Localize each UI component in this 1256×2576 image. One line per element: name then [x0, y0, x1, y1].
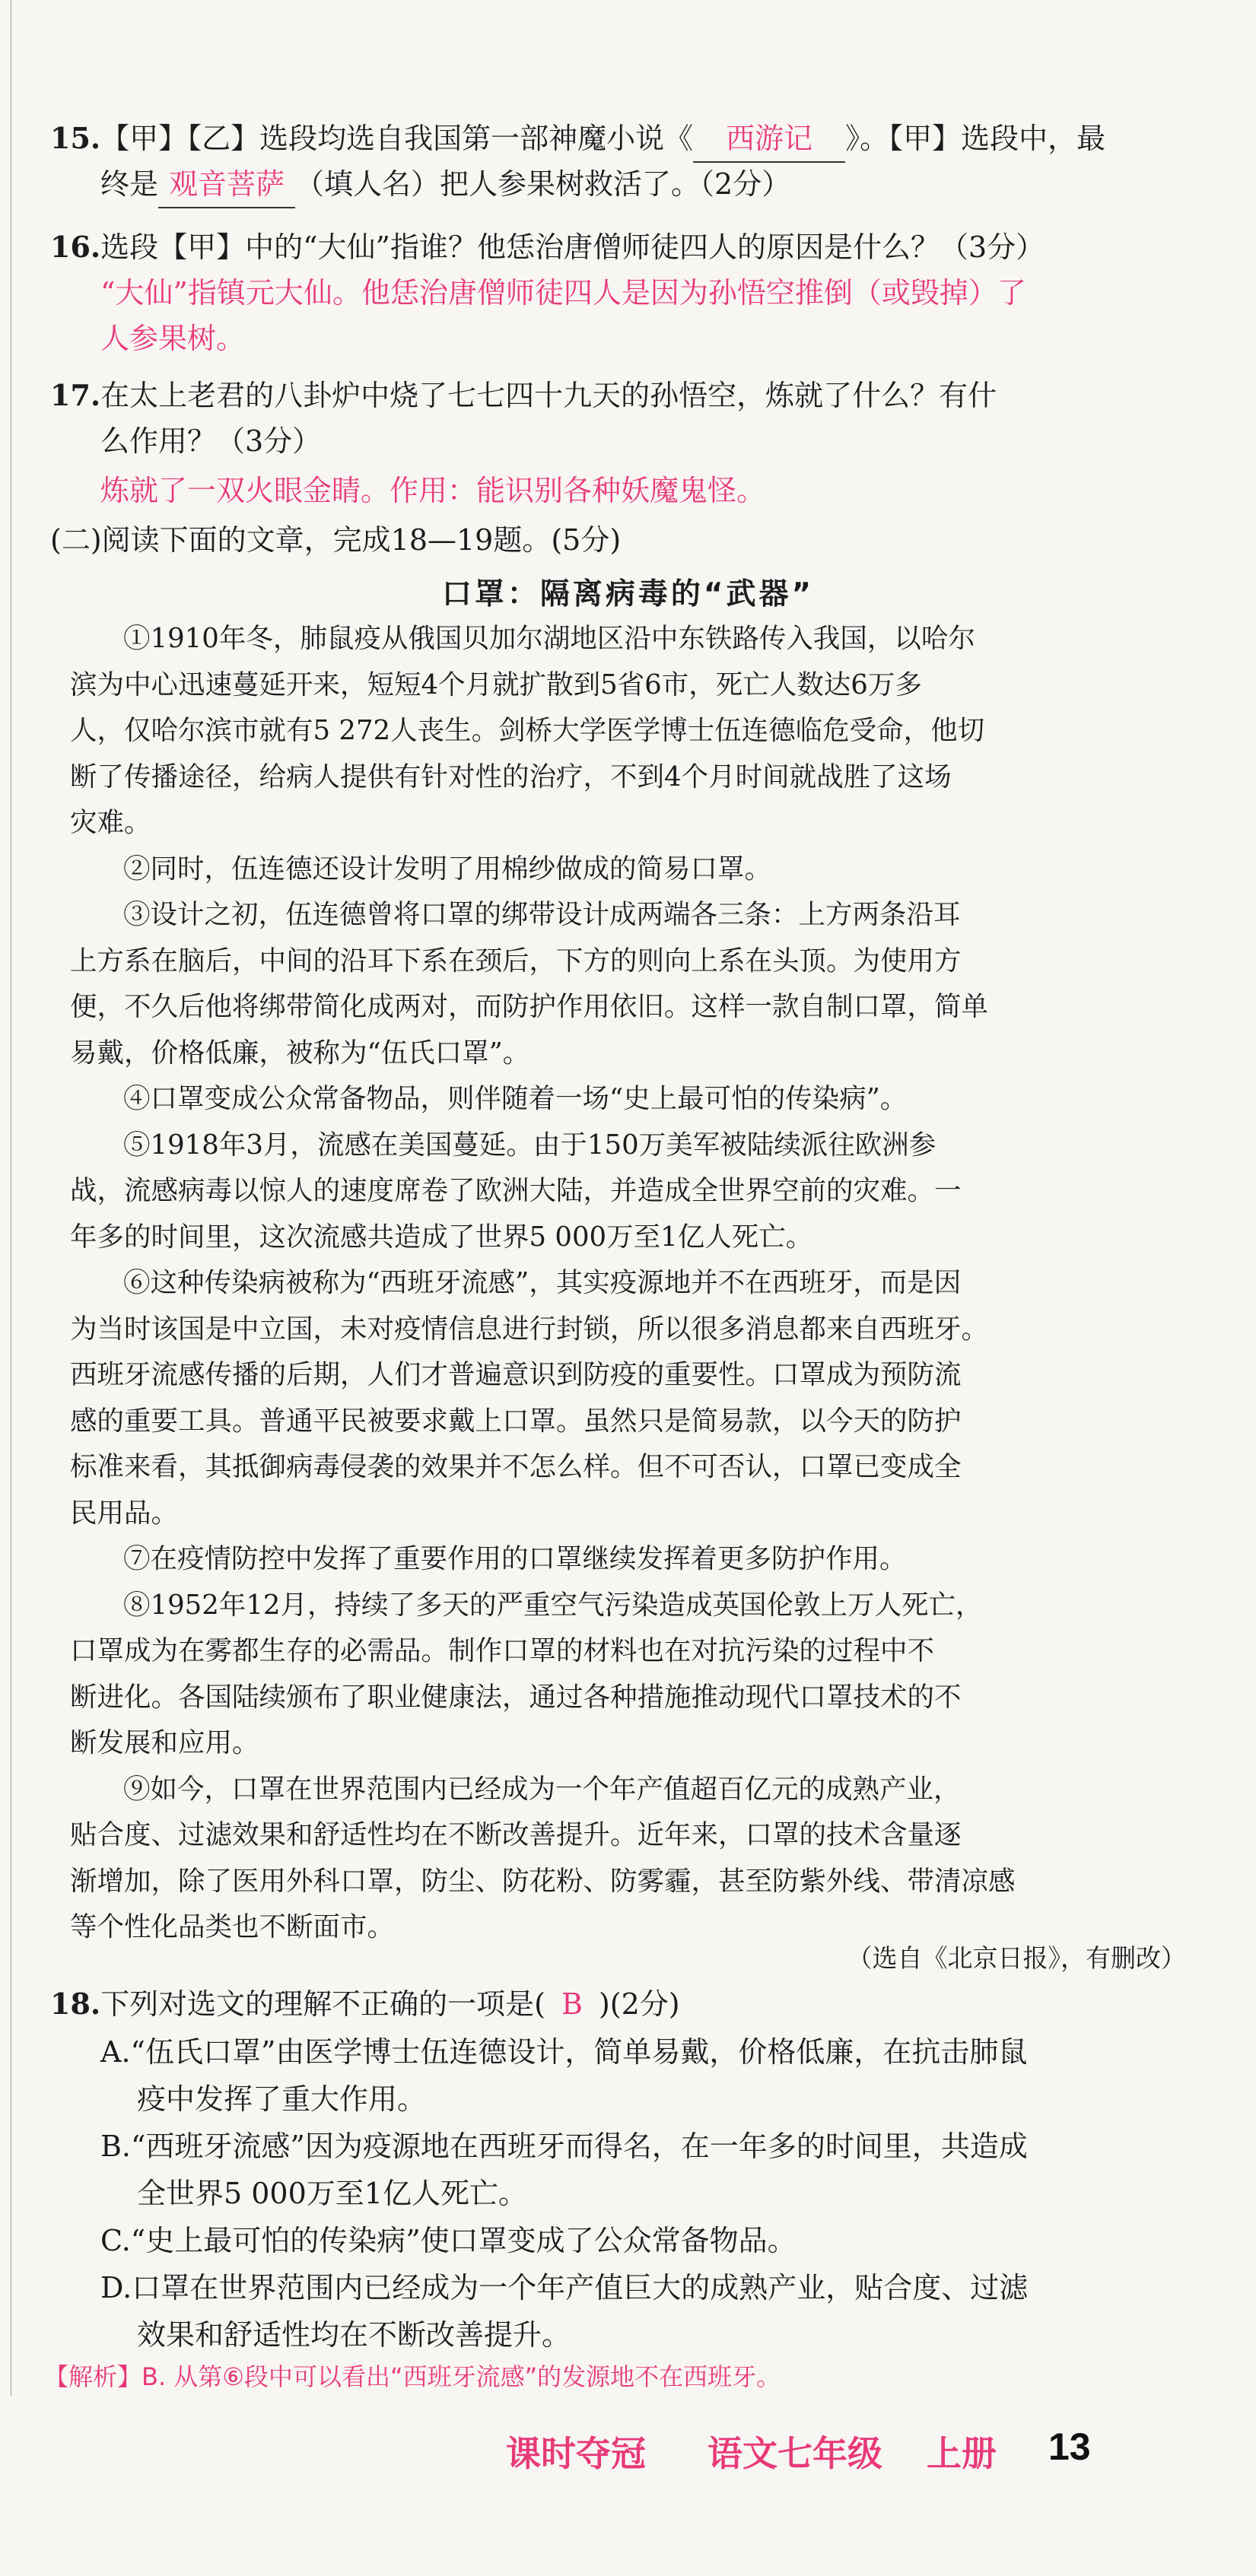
- article-line: 滨为中心迅速蔓延开来，短短4个月就扩散到5省6市，死亡人数达6万多: [70, 669, 922, 700]
- article-line: 人，仅哈尔滨市就有5 272人丧生。剑桥大学医学博士伍连德临危受命，他切: [70, 715, 985, 746]
- question-text: （填人名）把人参果树救活了。（2分）: [295, 167, 791, 201]
- question-text: 选段【甲】中的“大仙”指谁？他恁治唐僧师徒四人的原因是什么？（3分）: [100, 230, 1045, 264]
- article-line: 断发展和应用。: [70, 1727, 259, 1758]
- article-line: 灾难。: [70, 807, 151, 838]
- article-line: 口罩成为在雾都生存的必需品。制作口罩的材料也在对抗污染的过程中不: [70, 1635, 935, 1666]
- article-line: ⑦在疫情防控中发挥了重要作用的口罩继续发挥着更多防护作用。: [123, 1543, 907, 1574]
- answer-blank: 西游记: [693, 116, 845, 163]
- option-line: 效果和舒适性均在不断改善提升。: [137, 2318, 571, 2352]
- analysis-note: 【解析】B. 从第⑥段中可以看出“西班牙流感”的发源地不在西班牙。: [44, 2362, 781, 2391]
- article-line: 易戴，价格低廉，被称为“伍氏口罩”。: [70, 1037, 530, 1069]
- option-line: C.“史上最可怕的传染病”使口罩变成了公众常备物品。: [100, 2224, 797, 2257]
- footer-series: 课时夺冠: [506, 2433, 646, 2474]
- question-number: 16.: [50, 230, 101, 264]
- question-number: 18.: [50, 1987, 101, 2021]
- question-text: 》。【甲】选段中，最: [845, 122, 1106, 155]
- article-line: 上方系在脑后，中间的沿耳下系在颈后，下方的则向上系在头顶。为使用方: [70, 945, 962, 977]
- article-line: ⑥这种传染病被称为“西班牙流感”，其实疫源地并不在西班牙，而是因: [123, 1267, 962, 1298]
- question-number: 17.: [50, 378, 101, 412]
- article-line: ⑨如今，口罩在世界范围内已经成为一个年产值超百亿元的成熟产业，: [123, 1773, 961, 1805]
- answer-blank: 观音菩萨: [158, 161, 295, 208]
- option-line: B.“西班牙流感”因为疫源地在西班牙而得名，在一年多的时间里，共造成: [100, 2130, 1028, 2163]
- question-text: 【甲】【乙】选段均选自我国第一部神魔小说《: [100, 122, 694, 155]
- article-title: 口罩：隔离病毒的“武器”: [441, 577, 815, 611]
- option-line: 疫中发挥了重大作用。: [137, 2082, 427, 2116]
- article-line: ④口罩变成公众常备物品，则伴随着一场“史上最可怕的传染病”。: [123, 1083, 908, 1114]
- article-line: ①1910年冬，肺鼠疫从俄国贝加尔湖地区沿中东铁路传入我国，以哈尔: [123, 623, 975, 654]
- page-number: 13: [1048, 2425, 1091, 2468]
- article-line: 西班牙流感传播的后期，人们才普遍意识到防疫的重要性。口罩成为预防流: [70, 1359, 962, 1390]
- article-line: 感的重要工具。普通平民被要求戴上口罩。虽然只是简易款，以今天的防护: [70, 1405, 962, 1437]
- article-source: （选自《北京日报》，有删改）: [847, 1943, 1186, 1973]
- article-line: 断了传播途径，给病人提供有针对性的治疗，不到4个月时间就战胜了这场: [70, 761, 952, 792]
- option-line: 全世界5 000万至1亿人死亡。: [137, 2177, 527, 2210]
- question-15: [50, 116, 1105, 163]
- footer-subject: 语文七年级: [707, 2433, 882, 2474]
- article-line: ②同时，伍连德还设计发明了用棉纱做成的简易口罩。: [123, 853, 772, 885]
- article-line: ⑤1918年3月，流感在美国蔓延。由于150万美军被陆续派往欧洲参: [123, 1129, 936, 1161]
- question-15-line2: [100, 161, 790, 208]
- article-line: ⑧1952年12月，持续了多天的严重空气污染造成英国伦敦上万人死亡，: [123, 1589, 983, 1621]
- question-text: 在太上老君的八卦炉中烧了七七四十九天的孙悟空，炼就了什么？有什: [100, 379, 997, 412]
- article-line: 年多的时间里，这次流感共造成了世界5 000万至1亿人死亡。: [70, 1221, 813, 1253]
- article-line: 为当时该国是中立国，未对疫情信息进行封锁，所以很多消息都来自西班牙。: [70, 1313, 989, 1345]
- question-18: [50, 1981, 680, 2027]
- answer-text: 炼就了一双火眼金睛。作用：能识别各种妖魔鬼怪。: [100, 474, 766, 507]
- article-line: 贴合度、过滤效果和舒适性均在不断改善提升。近年来，口罩的技术含量逐: [70, 1819, 962, 1850]
- footer-volume: 上册: [927, 2433, 997, 2474]
- article-line: ③设计之初，伍连德曾将口罩的绑带设计成两端各三条：上方两条沿耳: [123, 899, 961, 930]
- option-line: A.“伍氏口罩”由医学博士伍连德设计，简单易戴，价格低廉，在抗击肺鼠: [100, 2035, 1028, 2069]
- answer-text: “大仙”指镇元大仙。他恁治唐僧师徒四人是因为孙悟空推倒（或毁掉）了: [100, 276, 1026, 310]
- article-line: 等个性化品类也不断面市。: [70, 1911, 395, 1942]
- article-line: 便，不久后他将绑带简化成两对，而防护作用依旧。这样一款自制口罩，简单: [70, 991, 989, 1022]
- article-line: 标准来看，其抵御病毒侵袭的效果并不怎么样。但不可否认，口罩已变成全: [70, 1451, 962, 1482]
- question-text: )(2分): [598, 1987, 680, 2021]
- article-line: 民用品。: [70, 1497, 179, 1529]
- answer-text: 人参果树。: [100, 322, 246, 355]
- question-text: 下列对选文的理解不正确的一项是(: [100, 1987, 545, 2021]
- article-line: 战，流感病毒以惊人的速度席卷了欧洲大陆，并造成全世界空前的灾难。一: [70, 1175, 962, 1206]
- question-number: 15.: [50, 121, 101, 155]
- answer-choice: B: [561, 1987, 583, 2021]
- option-line: D.口罩在世界范围内已经成为一个年产值巨大的成熟产业，贴合度、过滤: [100, 2271, 1029, 2304]
- question-text: 终是: [100, 167, 159, 201]
- article-line: 渐增加，除了医用外科口罩，防尘、防花粉、防雾霾，甚至防紫外线、带清凉感: [70, 1865, 1016, 1897]
- question-16: [50, 224, 1045, 270]
- question-text: 么作用？（3分）: [100, 424, 322, 458]
- article-line: 断进化。各国陆续颁布了职业健康法，通过各种措施推动现代口罩技术的不: [70, 1681, 962, 1713]
- question-17: [50, 373, 997, 418]
- section-heading: (二)阅读下面的文章，完成18—19题。(5分): [50, 523, 622, 557]
